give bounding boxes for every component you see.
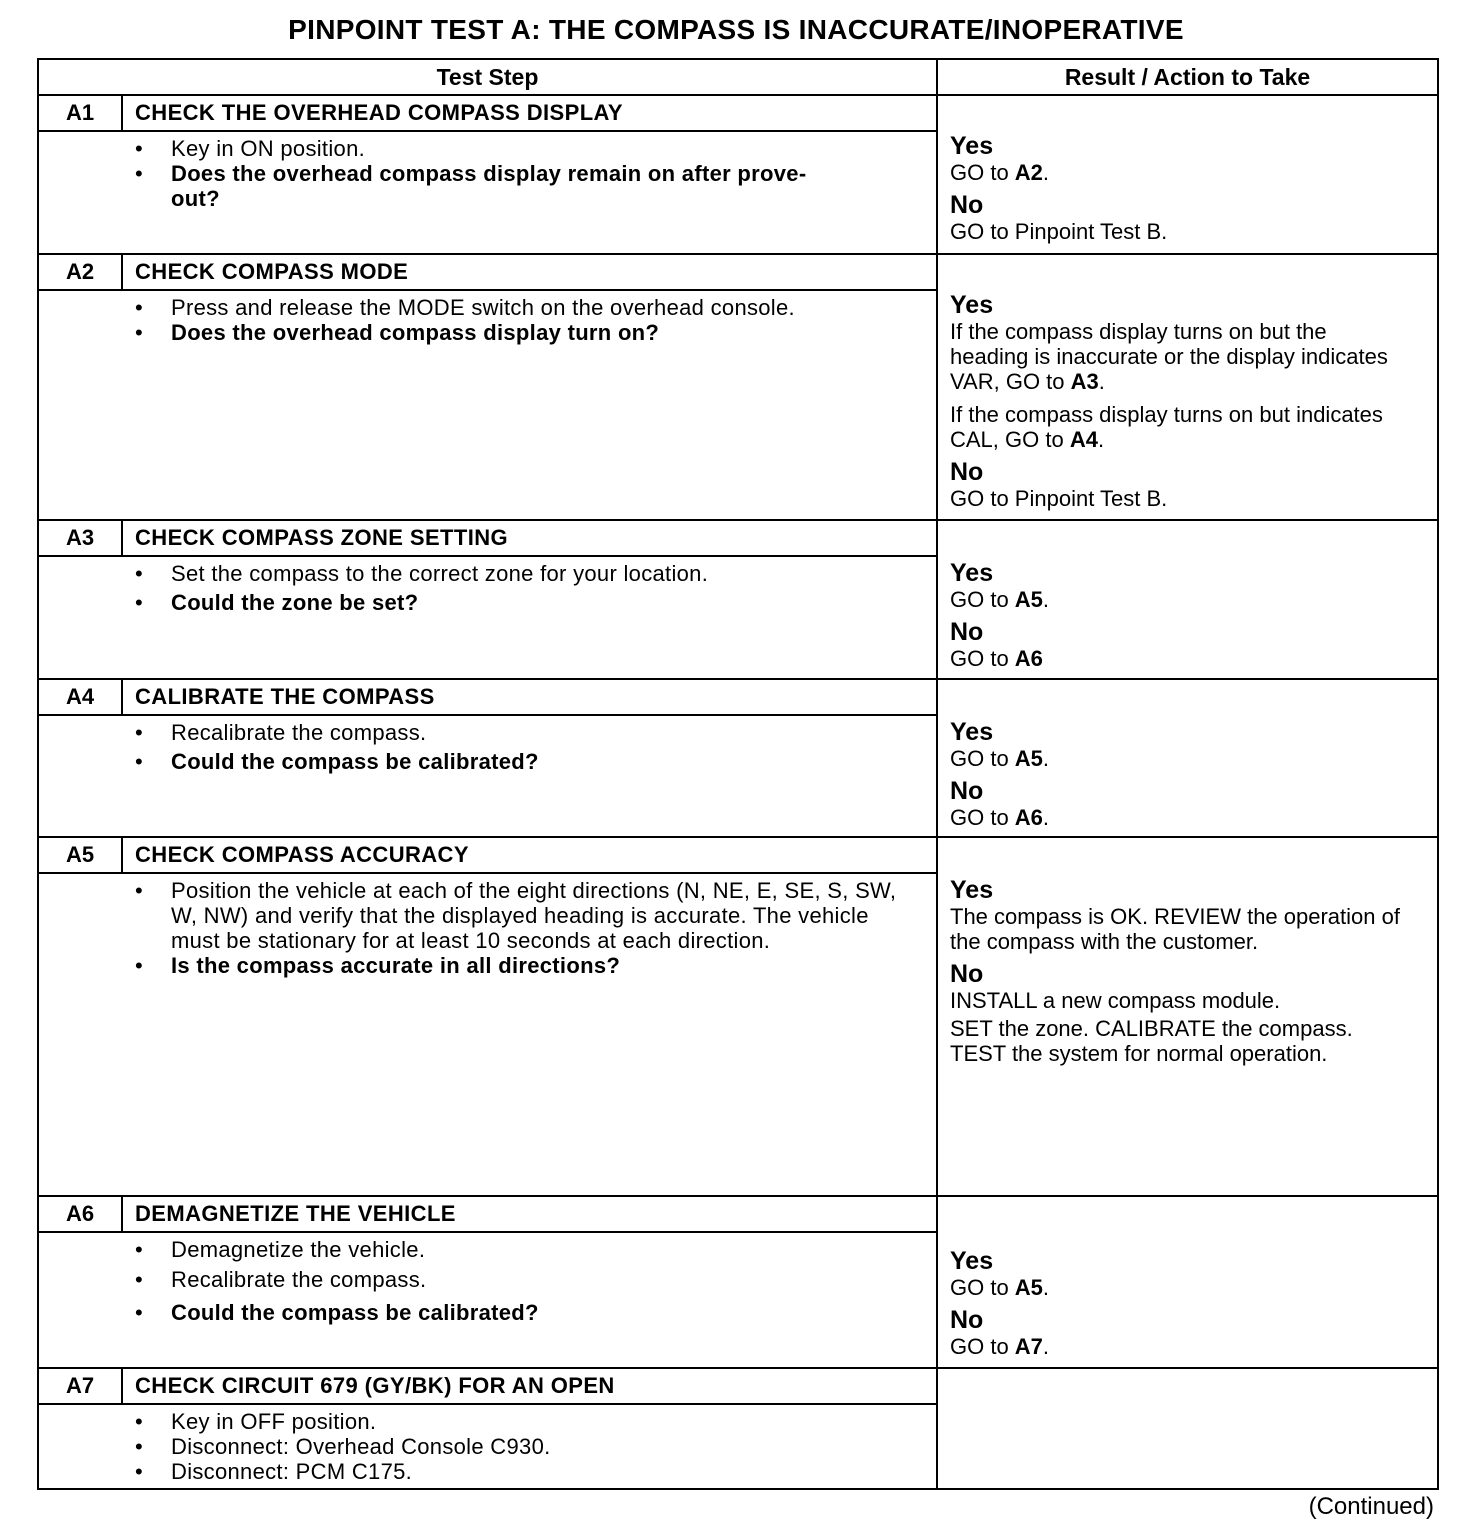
test-step-a3 [39, 521, 1437, 680]
step-ref: A2 [1014, 160, 1043, 185]
column-header-test-step: Test Step [39, 60, 938, 94]
test-step-a6 [39, 1197, 1437, 1369]
test-step-a2 [39, 255, 1437, 521]
pinpoint-test-table [37, 58, 1439, 1490]
yes-action: GO to A5. [950, 746, 1050, 771]
no-action: GO to A6. [950, 805, 1050, 830]
step-ref: A5 [1014, 746, 1043, 771]
yes-action: GO to A5. [950, 1275, 1050, 1300]
step-result [938, 521, 1437, 678]
no-action: TEST the system for normal operation. [950, 1041, 1328, 1066]
yes-action: If the compass display turns on but the heading is inaccurate or the display indicates VAR, GO to A3. [950, 319, 1388, 394]
step-result [938, 680, 1437, 836]
step-instructions [39, 680, 938, 836]
step-title: CHECK COMPASS ZONE SETTING [135, 525, 509, 550]
bullet-item: • Demagnetize the vehicle. [135, 1237, 426, 1262]
yes-label: Yes [950, 132, 994, 160]
bullet-item: • Recalibrate the compass. [135, 720, 427, 745]
bullet-question: • Does the overhead compass display turn on? [135, 320, 660, 345]
step-title: CALIBRATE THE COMPASS [135, 684, 435, 709]
no-label: No [950, 618, 984, 646]
step-id: A5 [39, 838, 123, 872]
step-result [938, 1197, 1437, 1367]
no-action: INSTALL a new compass module. [950, 988, 1281, 1013]
step-title: CHECK COMPASS ACCURACY [135, 842, 469, 867]
step-result-empty [938, 1369, 1437, 1488]
yes-action: The compass is OK. REVIEW the operation of the compass with the customer. [950, 904, 1400, 954]
step-instructions [39, 1369, 938, 1488]
continued-note: (Continued) [1308, 1493, 1434, 1520]
step-ref: A4 [1069, 427, 1098, 452]
step-instructions [39, 838, 938, 1195]
yes-action: GO to A2. [950, 160, 1050, 185]
step-title: CHECK COMPASS MODE [135, 259, 409, 284]
bullet-question: • Could the compass be calibrated? [135, 749, 539, 774]
step-ref: A7 [1014, 1334, 1043, 1359]
table-header [39, 60, 1437, 96]
step-title: CHECK CIRCUIT 679 (GY/BK) FOR AN OPEN [135, 1373, 615, 1398]
no-action: GO to Pinpoint Test B. [950, 219, 1168, 244]
no-action: SET the zone. CALIBRATE the compass. [950, 1016, 1353, 1041]
step-id: A4 [39, 680, 123, 714]
bullet-item: • Key in OFF position. [135, 1409, 377, 1434]
bullet-item: • Press and release the MODE switch on the overhead console. [135, 295, 795, 320]
bullet-item: • Disconnect: PCM C175. [135, 1459, 413, 1484]
step-id: A3 [39, 521, 123, 555]
step-title: CHECK THE OVERHEAD COMPASS DISPLAY [135, 100, 623, 125]
step-title: DEMAGNETIZE THE VEHICLE [135, 1201, 456, 1226]
step-ref: A3 [1070, 369, 1099, 394]
page-title: PINPOINT TEST A: THE COMPASS IS INACCURATE/INOPERATIVE [288, 14, 1184, 45]
no-label: No [950, 1306, 984, 1334]
yes-label: Yes [950, 559, 994, 587]
test-step-a1 [39, 96, 1437, 255]
step-instructions [39, 1197, 938, 1367]
no-action: GO to A7. [950, 1334, 1050, 1359]
bullet-question: • Could the zone be set? [135, 590, 419, 615]
step-ref: A6 [1014, 646, 1043, 671]
test-step-a4 [39, 680, 1437, 838]
no-action: GO to Pinpoint Test B. [950, 486, 1168, 511]
bullet-item: • Disconnect: Overhead Console C930. [135, 1434, 551, 1459]
step-id: A6 [39, 1197, 123, 1231]
yes-label: Yes [950, 291, 994, 319]
no-label: No [950, 191, 984, 219]
step-instructions [39, 96, 938, 253]
step-ref: A5 [1014, 1275, 1043, 1300]
no-label: No [950, 458, 984, 486]
yes-label: Yes [950, 1247, 994, 1275]
bullet-question: • Could the compass be calibrated? [135, 1300, 539, 1325]
no-action: GO to A6 [950, 646, 1043, 671]
bullet-question: • Is the compass accurate in all directions? [135, 953, 621, 978]
test-step-a7 [39, 1369, 1437, 1488]
yes-label: Yes [950, 876, 994, 904]
step-id: A2 [39, 255, 123, 289]
step-ref: A6 [1014, 805, 1043, 830]
no-label: No [950, 960, 984, 988]
yes-label: Yes [950, 718, 994, 746]
yes-action-alt: If the compass display turns on but indicates CAL, GO to A4. [950, 402, 1383, 452]
step-ref: A5 [1014, 587, 1043, 612]
bullet-item: • Set the compass to the correct zone for your location. [135, 561, 709, 586]
step-result [938, 838, 1437, 1195]
step-instructions [39, 521, 938, 678]
step-id: A7 [39, 1369, 123, 1403]
step-result [938, 255, 1437, 519]
yes-action: GO to A5. [950, 587, 1050, 612]
bullet-item: • Recalibrate the compass. [135, 1267, 427, 1292]
step-instructions [39, 255, 938, 519]
column-header-result: Result / Action to Take [1064, 64, 1311, 90]
test-step-a5 [39, 838, 1437, 1197]
bullet-item: • Key in ON position. [135, 136, 366, 161]
step-result [938, 96, 1437, 253]
no-label: No [950, 777, 984, 805]
bullet-item: • Position the vehicle at each of the eight directions (N, NE, E, SE, S, SW, W, NW) and verify that the displayed heading is accurate. The vehicle must be stationary for at least 10 seconds at each direction. [135, 878, 897, 953]
step-id: A1 [39, 96, 123, 130]
bullet-question: • Does the overhead compass display remain on after prove-out? [135, 161, 807, 211]
